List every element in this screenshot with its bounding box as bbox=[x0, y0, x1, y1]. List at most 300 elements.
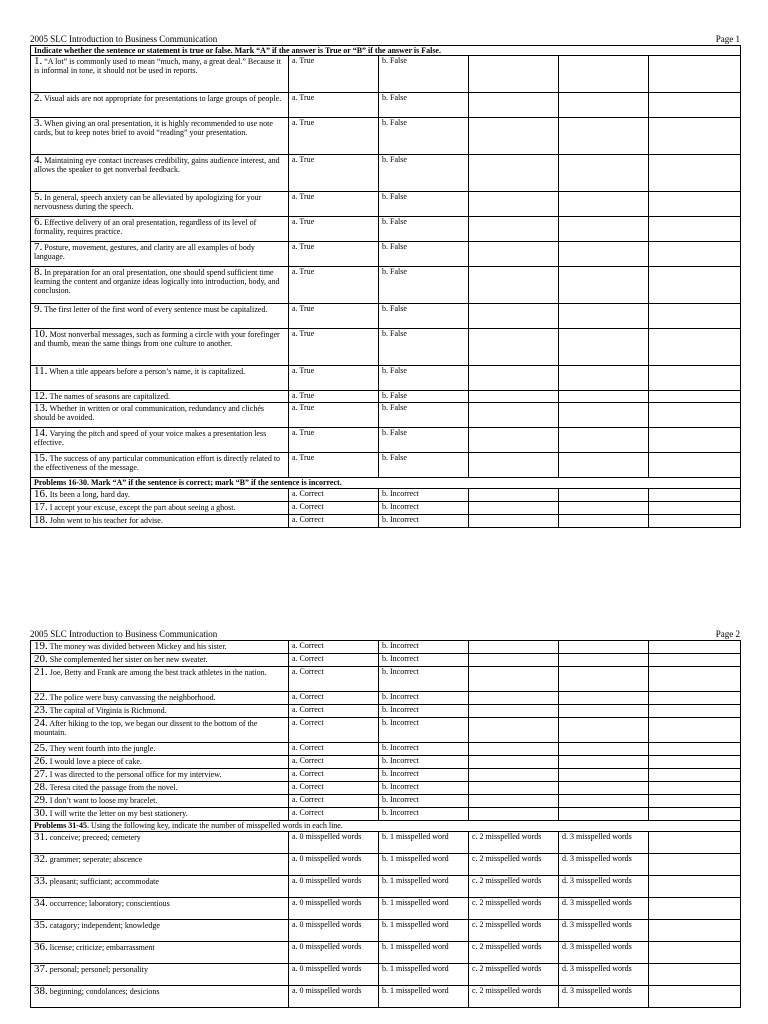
answer-option-b[interactable]: b. False bbox=[379, 192, 469, 217]
question-cell bbox=[31, 192, 289, 217]
question-cell bbox=[31, 942, 289, 964]
question-text: When giving an oral presentation, it is highly recommended to use note cards, but to keep notes brief to avoid “reading” your presentation. bbox=[34, 119, 273, 137]
question-text: Varying the pitch and speed of your voice makes a presentation less effective. bbox=[34, 429, 267, 447]
answer-option-a[interactable]: a. True bbox=[289, 118, 379, 155]
answer-option-b[interactable]: b. 1 misspelled word bbox=[379, 854, 469, 876]
question-number: 10. bbox=[34, 328, 48, 340]
question-row bbox=[31, 366, 741, 391]
question-cell bbox=[31, 832, 289, 854]
answer-option-b[interactable]: b. False bbox=[379, 453, 469, 478]
question-cell bbox=[31, 217, 289, 242]
question-cell bbox=[31, 403, 289, 428]
answer-option-a[interactable]: a. 0 misspelled words bbox=[289, 876, 379, 898]
question-text: personal; personel; personality bbox=[49, 965, 148, 974]
question-cell bbox=[31, 93, 289, 118]
question-text: I accept your excuse, except the part about seeing a ghost. bbox=[49, 503, 236, 512]
page-number: Page 2 bbox=[715, 629, 740, 639]
answer-option-b[interactable]: b. Incorrect bbox=[379, 782, 469, 795]
answer-option-d[interactable]: d. 3 misspelled words bbox=[559, 920, 649, 942]
blank-cell bbox=[649, 769, 741, 782]
answer-option-b[interactable]: b. Incorrect bbox=[379, 769, 469, 782]
question-text: Joe, Betty and Frank are among the best track athletes in the nation. bbox=[49, 668, 267, 677]
question-cell bbox=[31, 391, 289, 403]
answer-option-b[interactable]: b. Incorrect bbox=[379, 654, 469, 667]
question-cell bbox=[31, 453, 289, 478]
question-cell bbox=[31, 428, 289, 453]
answer-option-b[interactable]: b. Incorrect bbox=[379, 502, 469, 515]
question-row bbox=[31, 118, 741, 155]
question-number: 19. bbox=[34, 640, 48, 652]
exam-page-1 bbox=[30, 34, 740, 528]
blank-cell bbox=[649, 155, 741, 192]
blank-cell bbox=[649, 920, 741, 942]
answer-option-b[interactable]: b. False bbox=[379, 391, 469, 403]
answer-option-a[interactable]: a. Correct bbox=[289, 782, 379, 795]
answer-option-a[interactable]: a. 0 misspelled words bbox=[289, 854, 379, 876]
question-text: license; criticize; embarrassment bbox=[49, 943, 155, 952]
page-header bbox=[30, 629, 740, 640]
question-number: 34. bbox=[34, 897, 48, 909]
blank-cell bbox=[469, 428, 559, 453]
blank-cell bbox=[469, 667, 559, 692]
question-row bbox=[31, 769, 741, 782]
question-cell bbox=[31, 118, 289, 155]
blank-cell bbox=[559, 267, 649, 304]
blank-cell bbox=[559, 329, 649, 366]
question-row bbox=[31, 502, 741, 515]
question-text: conceive; preceed; cemetery bbox=[49, 833, 141, 842]
blank-cell bbox=[649, 986, 741, 1008]
question-number: 15. bbox=[34, 452, 48, 464]
question-number: 5. bbox=[34, 191, 43, 203]
answer-option-b[interactable]: b. Incorrect bbox=[379, 489, 469, 502]
answer-option-d[interactable]: d. 3 misspelled words bbox=[559, 854, 649, 876]
question-row bbox=[31, 920, 741, 942]
question-number: 23. bbox=[34, 704, 48, 716]
answer-option-c[interactable]: c. 2 misspelled words bbox=[469, 920, 559, 942]
question-text: After hiking to the top, we began our dissent to the bottom of the mountain. bbox=[34, 719, 258, 737]
question-row bbox=[31, 898, 741, 920]
blank-cell bbox=[559, 93, 649, 118]
answer-option-b[interactable]: b. Incorrect bbox=[379, 718, 469, 743]
answer-option-a[interactable]: a. Correct bbox=[289, 795, 379, 808]
question-row bbox=[31, 986, 741, 1008]
answer-option-a[interactable]: a. True bbox=[289, 403, 379, 428]
blank-cell bbox=[469, 155, 559, 192]
answer-option-b[interactable]: b. False bbox=[379, 267, 469, 304]
answer-option-b[interactable]: b. False bbox=[379, 93, 469, 118]
answer-option-b[interactable]: b. 1 misspelled word bbox=[379, 832, 469, 854]
answer-option-d[interactable]: d. 3 misspelled words bbox=[559, 986, 649, 1008]
question-row bbox=[31, 718, 741, 743]
blank-cell bbox=[469, 795, 559, 808]
blank-cell bbox=[649, 56, 741, 93]
blank-cell bbox=[559, 692, 649, 705]
question-row bbox=[31, 242, 741, 267]
blank-cell bbox=[469, 743, 559, 756]
answer-option-b[interactable]: b. False bbox=[379, 366, 469, 391]
answer-option-b[interactable]: b. Incorrect bbox=[379, 743, 469, 756]
question-text: Its been a long, hard day. bbox=[49, 490, 130, 499]
answer-option-b[interactable]: b. Incorrect bbox=[379, 515, 469, 528]
question-cell bbox=[31, 769, 289, 782]
question-cell bbox=[31, 705, 289, 718]
section-heading-text: . Using the following key, indicate the number of misspelled words in each line. bbox=[86, 821, 343, 830]
blank-cell bbox=[649, 515, 741, 528]
question-text: Visual aids are not appropriate for presentations to large groups of people. bbox=[44, 94, 282, 103]
question-text: I will write the letter on my best stationery. bbox=[49, 809, 188, 818]
blank-cell bbox=[559, 428, 649, 453]
question-row bbox=[31, 756, 741, 769]
answer-option-a[interactable]: a. 0 misspelled words bbox=[289, 920, 379, 942]
answer-option-c[interactable]: c. 2 misspelled words bbox=[469, 832, 559, 854]
blank-cell bbox=[649, 453, 741, 478]
blank-cell bbox=[559, 192, 649, 217]
question-text: Effective delivery of an oral presentation, regardless of its level of formality, requires practice. bbox=[34, 218, 257, 236]
answer-option-b[interactable]: b. 1 misspelled word bbox=[379, 898, 469, 920]
question-table-page-2 bbox=[30, 640, 741, 1008]
question-cell bbox=[31, 502, 289, 515]
question-row bbox=[31, 56, 741, 93]
question-text: When a title appears before a person’s name, it is capitalized. bbox=[49, 367, 246, 376]
blank-cell bbox=[559, 667, 649, 692]
question-text: Whether in written or oral communication, redundancy and clichés should be avoided. bbox=[34, 404, 264, 422]
answer-option-d[interactable]: d. 3 misspelled words bbox=[559, 898, 649, 920]
answer-option-c[interactable]: c. 2 misspelled words bbox=[469, 986, 559, 1008]
answer-option-b[interactable]: b. 1 misspelled word bbox=[379, 964, 469, 986]
question-number: 1. bbox=[34, 55, 43, 67]
question-cell bbox=[31, 692, 289, 705]
answer-option-b[interactable]: b. Incorrect bbox=[379, 756, 469, 769]
blank-cell bbox=[649, 756, 741, 769]
blank-cell bbox=[469, 242, 559, 267]
question-cell bbox=[31, 242, 289, 267]
question-text: occurrence; laboratory; conscientious bbox=[49, 899, 170, 908]
blank-cell bbox=[559, 641, 649, 654]
blank-cell bbox=[649, 428, 741, 453]
question-row bbox=[31, 667, 741, 692]
question-number: 29. bbox=[34, 794, 48, 806]
blank-cell bbox=[649, 832, 741, 854]
answer-option-c[interactable]: c. 2 misspelled words bbox=[469, 876, 559, 898]
answer-option-b[interactable]: b. False bbox=[379, 428, 469, 453]
blank-cell bbox=[469, 56, 559, 93]
page-number: Page 1 bbox=[715, 34, 740, 44]
question-cell bbox=[31, 641, 289, 654]
question-text: The money was divided between Mickey and his sister. bbox=[49, 642, 227, 651]
blank-cell bbox=[559, 743, 649, 756]
blank-cell bbox=[559, 515, 649, 528]
answer-option-d[interactable]: d. 3 misspelled words bbox=[559, 832, 649, 854]
question-row bbox=[31, 743, 741, 756]
question-cell bbox=[31, 898, 289, 920]
blank-cell bbox=[559, 366, 649, 391]
blank-cell bbox=[649, 502, 741, 515]
question-number: 9. bbox=[34, 303, 43, 315]
question-text: grammer; seperate; abscence bbox=[49, 855, 143, 864]
question-row bbox=[31, 192, 741, 217]
blank-cell bbox=[469, 718, 559, 743]
question-number: 4. bbox=[34, 154, 43, 166]
blank-cell bbox=[469, 453, 559, 478]
answer-option-a[interactable]: a. True bbox=[289, 366, 379, 391]
answer-option-d[interactable]: d. 3 misspelled words bbox=[559, 876, 649, 898]
answer-option-b[interactable]: b. False bbox=[379, 155, 469, 192]
answer-option-a[interactable]: a. Correct bbox=[289, 718, 379, 743]
blank-cell bbox=[469, 654, 559, 667]
question-number: 16. bbox=[34, 488, 48, 500]
question-cell bbox=[31, 920, 289, 942]
question-cell bbox=[31, 155, 289, 192]
question-cell bbox=[31, 366, 289, 391]
question-text: The names of seasons are capitalized. bbox=[49, 392, 170, 401]
question-row bbox=[31, 832, 741, 854]
blank-cell bbox=[559, 155, 649, 192]
question-number: 36. bbox=[34, 941, 48, 953]
question-row bbox=[31, 267, 741, 304]
question-number: 24. bbox=[34, 717, 48, 729]
blank-cell bbox=[649, 304, 741, 329]
answer-option-b[interactable]: b. False bbox=[379, 118, 469, 155]
answer-option-a[interactable]: a. True bbox=[289, 267, 379, 304]
answer-option-a[interactable]: a. 0 misspelled words bbox=[289, 986, 379, 1008]
answer-option-b[interactable]: b. False bbox=[379, 56, 469, 93]
question-table-page-1 bbox=[30, 45, 741, 528]
question-text: Maintaining eye contact increases credibility, gains audience interest, and allows the speaker to get nonverbal feedback. bbox=[34, 156, 280, 174]
question-row bbox=[31, 489, 741, 502]
instructions-text: Indicate whether the sentence or statement is true or false. Mark “A” if the answer is True or “B” if the answer is False. bbox=[31, 46, 741, 56]
question-row bbox=[31, 403, 741, 428]
answer-option-a[interactable]: a. Correct bbox=[289, 641, 379, 654]
blank-cell bbox=[649, 391, 741, 403]
answer-option-b[interactable]: b. Incorrect bbox=[379, 692, 469, 705]
blank-cell bbox=[649, 808, 741, 821]
answer-option-c[interactable]: c. 2 misspelled words bbox=[469, 964, 559, 986]
question-row bbox=[31, 705, 741, 718]
answer-option-a[interactable]: a. True bbox=[289, 453, 379, 478]
answer-option-b[interactable]: b. False bbox=[379, 403, 469, 428]
question-cell bbox=[31, 304, 289, 329]
question-text: catagory; independent; knowledge bbox=[49, 921, 160, 930]
question-number: 22. bbox=[34, 691, 48, 703]
question-number: 21. bbox=[34, 666, 48, 678]
blank-cell bbox=[649, 641, 741, 654]
section-heading-text: Problems 31-45 bbox=[34, 821, 87, 830]
answer-option-a[interactable]: a. Correct bbox=[289, 667, 379, 692]
blank-cell bbox=[649, 876, 741, 898]
answer-option-b[interactable]: b. Incorrect bbox=[379, 705, 469, 718]
question-row bbox=[31, 155, 741, 192]
answer-option-b[interactable]: b. Incorrect bbox=[379, 795, 469, 808]
answer-option-a[interactable]: a. True bbox=[289, 56, 379, 93]
blank-cell bbox=[649, 654, 741, 667]
answer-option-a[interactable]: a. 0 misspelled words bbox=[289, 832, 379, 854]
blank-cell bbox=[649, 403, 741, 428]
question-number: 6. bbox=[34, 216, 43, 228]
blank-cell bbox=[559, 769, 649, 782]
blank-cell bbox=[559, 453, 649, 478]
blank-cell bbox=[649, 854, 741, 876]
exam-page-2 bbox=[30, 629, 740, 1008]
question-cell bbox=[31, 782, 289, 795]
question-text: The success of any particular communication effort is directly related to the effectiveness of the message. bbox=[34, 454, 281, 472]
question-number: 8. bbox=[34, 266, 43, 278]
question-cell bbox=[31, 267, 289, 304]
answer-option-a[interactable]: a. True bbox=[289, 242, 379, 267]
answer-option-a[interactable]: a. Correct bbox=[289, 705, 379, 718]
question-text: Teresa cited the passage from the novel. bbox=[49, 783, 178, 792]
answer-option-a[interactable]: a. 0 misspelled words bbox=[289, 964, 379, 986]
answer-option-d[interactable]: d. 3 misspelled words bbox=[559, 964, 649, 986]
blank-cell bbox=[559, 391, 649, 403]
question-number: 20. bbox=[34, 653, 48, 665]
blank-cell bbox=[559, 403, 649, 428]
answer-option-a[interactable]: a. Correct bbox=[289, 489, 379, 502]
question-cell bbox=[31, 854, 289, 876]
question-cell bbox=[31, 515, 289, 528]
answer-option-b[interactable]: b. Incorrect bbox=[379, 641, 469, 654]
answer-option-b[interactable]: b. 1 misspelled word bbox=[379, 920, 469, 942]
answer-option-a[interactable]: a. True bbox=[289, 329, 379, 366]
answer-option-a[interactable]: a. Correct bbox=[289, 808, 379, 821]
question-text: The police were busy canvassing the neighborhood. bbox=[49, 693, 216, 702]
question-number: 17. bbox=[34, 501, 48, 513]
section-row bbox=[31, 478, 741, 489]
blank-cell bbox=[469, 705, 559, 718]
section-heading bbox=[31, 821, 741, 832]
answer-option-b[interactable]: b. 1 misspelled word bbox=[379, 942, 469, 964]
question-cell bbox=[31, 795, 289, 808]
answer-option-d[interactable]: d. 3 misspelled words bbox=[559, 942, 649, 964]
blank-cell bbox=[649, 267, 741, 304]
answer-option-a[interactable]: a. True bbox=[289, 304, 379, 329]
answer-option-a[interactable]: a. Correct bbox=[289, 743, 379, 756]
question-number: 13. bbox=[34, 402, 48, 414]
answer-option-a[interactable]: a. True bbox=[289, 192, 379, 217]
answer-option-a[interactable]: a. Correct bbox=[289, 692, 379, 705]
blank-cell bbox=[469, 489, 559, 502]
answer-option-c[interactable]: c. 2 misspelled words bbox=[469, 942, 559, 964]
blank-cell bbox=[649, 192, 741, 217]
blank-cell bbox=[649, 329, 741, 366]
answer-option-a[interactable]: a. True bbox=[289, 391, 379, 403]
question-number: 31. bbox=[34, 831, 48, 843]
question-row bbox=[31, 692, 741, 705]
answer-option-a[interactable]: a. True bbox=[289, 217, 379, 242]
blank-cell bbox=[649, 366, 741, 391]
question-number: 35. bbox=[34, 919, 48, 931]
blank-cell bbox=[469, 692, 559, 705]
answer-option-a[interactable]: a. True bbox=[289, 93, 379, 118]
blank-cell bbox=[559, 795, 649, 808]
question-row bbox=[31, 329, 741, 366]
answer-option-a[interactable]: a. True bbox=[289, 428, 379, 453]
question-text: In general, speech anxiety can be alleviated by apologizing for your nervousness during the speech. bbox=[34, 193, 262, 211]
question-text: pleasant; sufficiant; accommodate bbox=[49, 877, 159, 886]
answer-option-a[interactable]: a. Correct bbox=[289, 515, 379, 528]
answer-option-b[interactable]: b. False bbox=[379, 242, 469, 267]
document-title: 2005 SLC Introduction to Business Communication bbox=[30, 34, 218, 44]
question-text: I was directed to the personal office for my interview. bbox=[49, 770, 222, 779]
blank-cell bbox=[649, 898, 741, 920]
question-number: 7. bbox=[34, 241, 43, 253]
question-number: 26. bbox=[34, 755, 48, 767]
question-row bbox=[31, 304, 741, 329]
answer-option-b[interactable]: b. Incorrect bbox=[379, 667, 469, 692]
page-header bbox=[30, 34, 740, 45]
answer-option-b[interactable]: b. False bbox=[379, 304, 469, 329]
question-text: “A lot” is commonly used to mean “much, many, a great deal.” Because it is informal in tone, it should not be used in reports. bbox=[34, 57, 281, 75]
question-number: 32. bbox=[34, 853, 48, 865]
question-text: Posture, movement, gestures, and clarity are all examples of body language. bbox=[34, 243, 255, 261]
question-cell bbox=[31, 56, 289, 93]
blank-cell bbox=[469, 782, 559, 795]
question-text: John went to his teacher for advise. bbox=[49, 516, 163, 525]
blank-cell bbox=[469, 192, 559, 217]
answer-option-b[interactable]: b. Incorrect bbox=[379, 808, 469, 821]
question-text: The first letter of the first word of every sentence must be capitalized. bbox=[44, 305, 268, 314]
answer-option-a[interactable]: a. Correct bbox=[289, 769, 379, 782]
blank-cell bbox=[649, 964, 741, 986]
answer-option-a[interactable]: a. Correct bbox=[289, 502, 379, 515]
question-row bbox=[31, 453, 741, 478]
blank-cell bbox=[469, 304, 559, 329]
answer-option-b[interactable]: b. False bbox=[379, 217, 469, 242]
answer-option-a[interactable]: a. Correct bbox=[289, 654, 379, 667]
question-row bbox=[31, 782, 741, 795]
answer-option-c[interactable]: c. 2 misspelled words bbox=[469, 854, 559, 876]
answer-option-a[interactable]: a. True bbox=[289, 155, 379, 192]
section-heading bbox=[31, 478, 741, 489]
blank-cell bbox=[559, 489, 649, 502]
question-text: The capital of Virginia is Richmond. bbox=[49, 706, 167, 715]
answer-option-a[interactable]: a. 0 misspelled words bbox=[289, 942, 379, 964]
blank-cell bbox=[469, 756, 559, 769]
blank-cell bbox=[649, 667, 741, 692]
blank-cell bbox=[469, 403, 559, 428]
blank-cell bbox=[469, 217, 559, 242]
blank-cell bbox=[649, 705, 741, 718]
blank-cell bbox=[649, 93, 741, 118]
answer-option-c[interactable]: c. 2 misspelled words bbox=[469, 898, 559, 920]
blank-cell bbox=[649, 743, 741, 756]
question-row bbox=[31, 964, 741, 986]
blank-cell bbox=[559, 718, 649, 743]
blank-cell bbox=[649, 942, 741, 964]
question-row bbox=[31, 795, 741, 808]
answer-option-a[interactable]: a. Correct bbox=[289, 756, 379, 769]
answer-option-b[interactable]: b. False bbox=[379, 329, 469, 366]
blank-cell bbox=[469, 93, 559, 118]
answer-option-a[interactable]: a. 0 misspelled words bbox=[289, 898, 379, 920]
question-cell bbox=[31, 718, 289, 743]
blank-cell bbox=[559, 654, 649, 667]
question-cell bbox=[31, 986, 289, 1008]
blank-cell bbox=[559, 756, 649, 769]
question-cell bbox=[31, 808, 289, 821]
question-row bbox=[31, 654, 741, 667]
question-cell bbox=[31, 489, 289, 502]
answer-option-b[interactable]: b. 1 misspelled word bbox=[379, 986, 469, 1008]
question-cell bbox=[31, 743, 289, 756]
answer-option-b[interactable]: b. 1 misspelled word bbox=[379, 876, 469, 898]
blank-cell bbox=[469, 641, 559, 654]
blank-cell bbox=[469, 808, 559, 821]
question-text: I would love a piece of cake. bbox=[49, 757, 142, 766]
question-text: beginning; condolances; desicions bbox=[49, 987, 160, 996]
question-number: 37. bbox=[34, 963, 48, 975]
blank-cell bbox=[559, 118, 649, 155]
